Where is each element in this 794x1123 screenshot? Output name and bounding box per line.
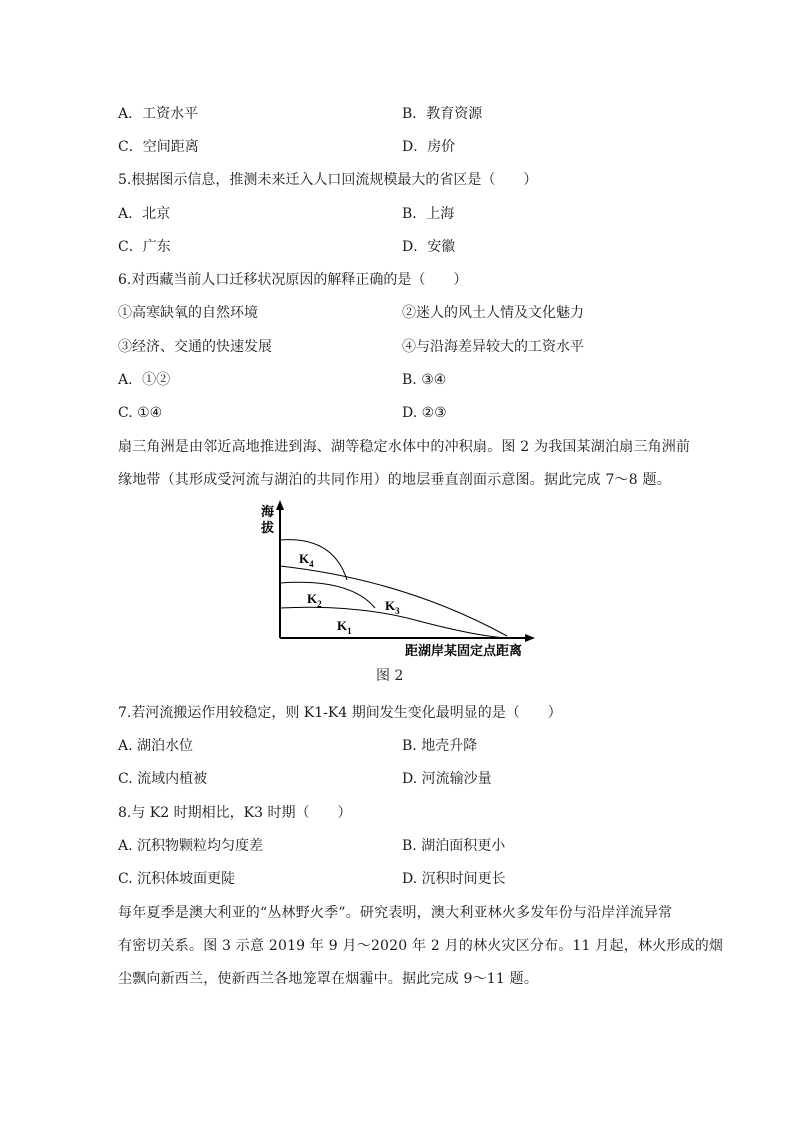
y-axis-arrow	[276, 500, 284, 510]
passage-2-line-3: 尘飘向新西兰，使新西兰各地笼罩在烟霾中。据此完成 9～11 题。	[118, 971, 539, 987]
q6-item-1: ①高寒缺氧的自然环境	[118, 305, 258, 321]
passage-1-line-1: 扇三角洲是由邻近高地推进到海、湖等稳定水体中的冲积扇。图 2 为我国某湖泊扇三角洲前	[118, 439, 691, 455]
q8-option-c: C. 沉积体坡面更陡	[118, 871, 236, 887]
q7-option-d: D. 河流输沙量	[402, 771, 492, 787]
passage-2-line-2: 有密切关系。图 3 示意 2019 年 9 月～2020 年 2 月的林火灾区分布。11 月起，林火形成的烟	[118, 938, 724, 954]
q6-item-2: ②迷人的风土人情及文化魅力	[402, 305, 584, 321]
option-b: B．教育资源	[402, 106, 483, 122]
question-5-stem: 5.根据图示信息，推测未来迁入人口回流规模最大的省区是（ ）	[118, 172, 538, 188]
passage-2-line-1: 每年夏季是澳大利亚的“丛林野火季”。研究表明，澳大利亚林火多发年份与沿岸洋流异常	[118, 905, 673, 921]
question-6-stem: 6.对西藏当前人口迁移状况原因的解释正确的是（ ）	[118, 272, 468, 288]
q7-option-b: B. 地壳升降	[402, 738, 478, 754]
q8-option-b: B. 湖泊面积更小	[402, 838, 506, 854]
question-8-stem: 8.与 K2 时期相比，K3 时期（ ）	[118, 805, 352, 821]
figure-2-stratigraphic-section	[255, 500, 545, 660]
layer-k3-label: $K_3$	[385, 598, 400, 616]
x-axis-arrow	[525, 634, 535, 642]
option-d: D．房价	[402, 139, 456, 155]
passage-1-line-2: 缘地带（其形成受河流与湖泊的共同作用）的地层垂直剖面示意图。据此完成 7～8 题。	[118, 472, 671, 488]
q6-item-3: ③经济、交通的快速发展	[118, 339, 272, 355]
q6-item-4: ④与沿海差异较大的工资水平	[402, 339, 584, 355]
q6-option-c: C. ①④	[118, 405, 163, 421]
x-axis-label: 距湖岸某固定点距离	[405, 643, 523, 658]
q7-option-c: C. 流域内植被	[118, 771, 208, 787]
q6-option-a: A．①②	[118, 372, 171, 388]
q5-option-c: C．广东	[118, 239, 171, 255]
q6-option-b: B. ③④	[402, 372, 447, 388]
figure-2-caption: 图 2	[376, 668, 404, 684]
question-7-stem: 7.若河流搬运作用较稳定，则 K1-K4 期间发生变化最明显的是（ ）	[118, 705, 562, 721]
layer-k4-label: $K_4$	[299, 551, 314, 569]
q5-option-d: D．安徽	[402, 239, 456, 255]
option-c: C．空间距离	[118, 139, 199, 155]
y-axis-label-2: 拔	[261, 520, 275, 535]
q5-option-b: B．上海	[402, 206, 455, 222]
y-axis-label-1: 海	[261, 504, 275, 519]
q5-option-a: A．北京	[118, 206, 171, 222]
q6-option-d: D. ②③	[402, 405, 447, 421]
k2-top-boundary	[280, 582, 375, 608]
layer-k2-label: $K_2$	[307, 591, 322, 609]
q7-option-a: A. 湖泊水位	[118, 738, 194, 754]
layer-k1-label: $K_1$	[337, 618, 352, 636]
q8-option-d: D. 沉积时间更长	[402, 871, 506, 887]
option-a: A．工资水平	[118, 106, 199, 122]
q8-option-a: A. 沉积物颗粒均匀度差	[118, 838, 264, 854]
